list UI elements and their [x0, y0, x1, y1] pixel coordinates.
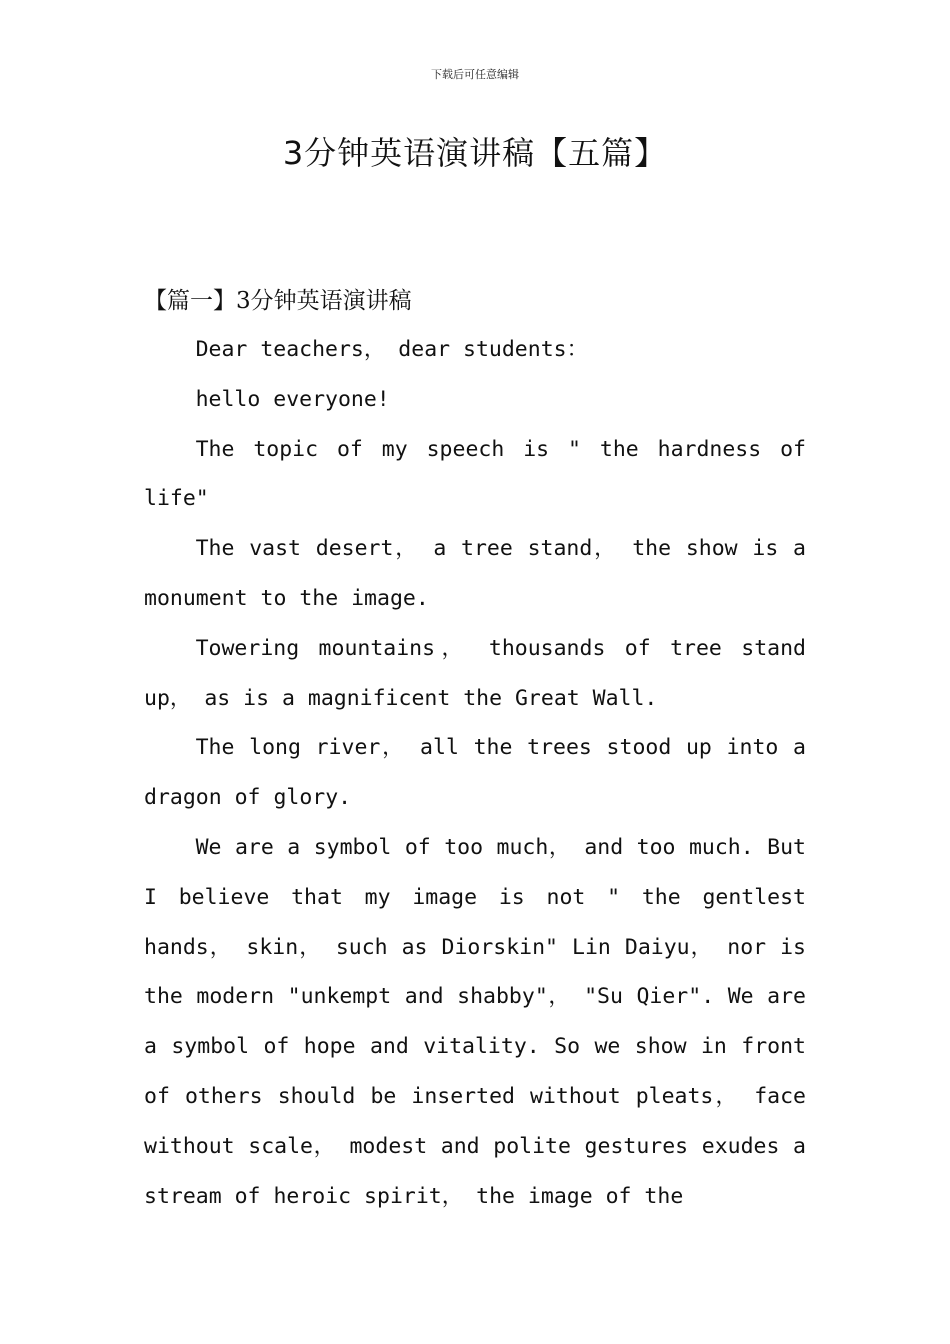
paragraph-topic: The topic of my speech is " the hardness of life": [144, 436, 806, 512]
header-note: 下载后可任意编辑: [431, 68, 519, 81]
paragraph-greeting: Dear teachers， dear students：: [195, 337, 589, 362]
paragraph-hello: hello everyone!: [195, 386, 390, 412]
section-heading: 【篇一】3分钟英语演讲稿: [144, 288, 412, 314]
document-title: 3分钟英语演讲稿【五篇】: [282, 134, 668, 172]
paragraph-desert: The vast desert， a tree stand， the show is a monument to the image.: [144, 536, 806, 611]
document-body: [144, 325, 806, 1221]
paragraph-river: The long river， all the trees stood up into a dragon of glory.: [144, 735, 806, 811]
paragraph-symbol: We are a symbol of too much， and too much. But I believe that my image is not " the gentlest hands， skin， such as Diorskin" Lin Daiyu， nor is the modern "unkempt and shabby"， "Su Qier". We are a symbol of hope and vitality. So we show in front of others should be inserted without pleats， face without scale， modest and polite gestures exudes a stream of heroic spirit， the image of the: [144, 834, 806, 1209]
paragraph-mountains: Towering mountains， thousands of tree stand up， as is a magnificent the Great Wall.: [144, 635, 806, 711]
